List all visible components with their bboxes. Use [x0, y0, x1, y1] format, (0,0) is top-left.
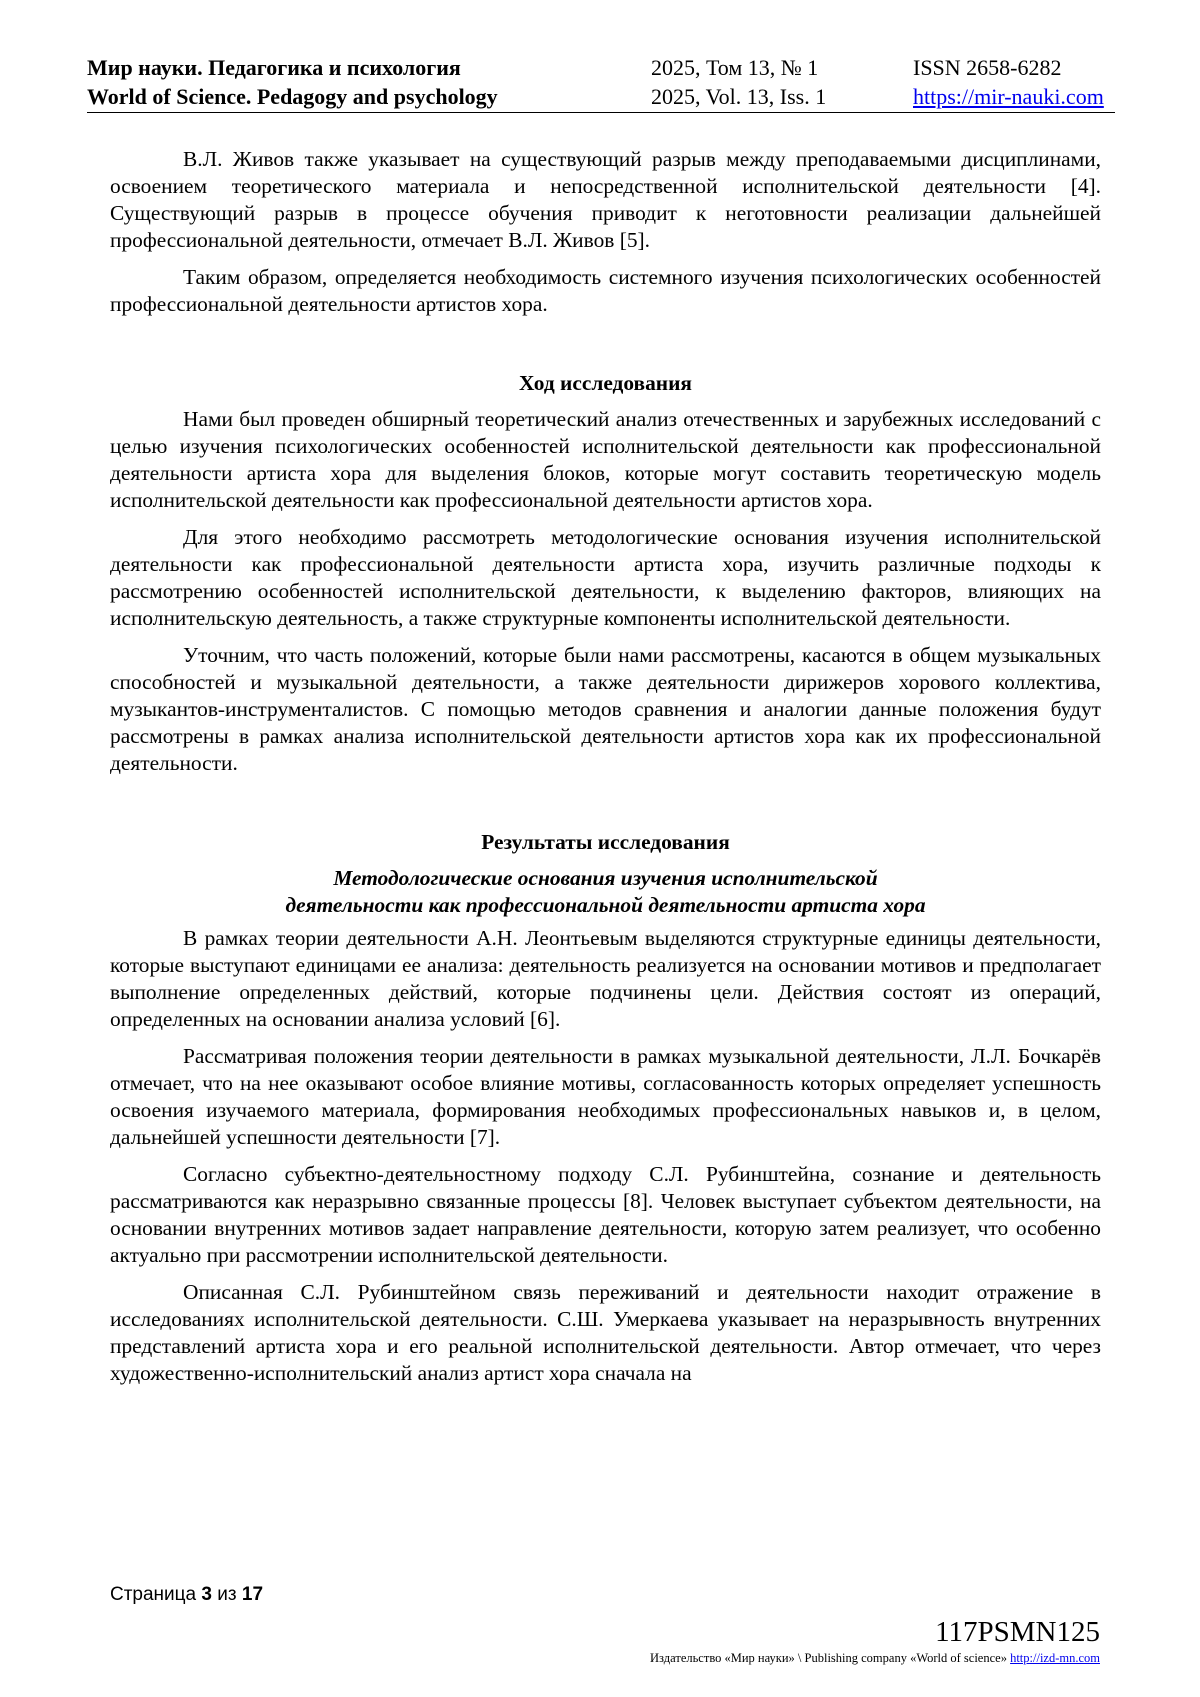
paragraph: Для этого необходимо рассмотреть методологические основания изучения исполнительской деятельности как профессиональной деятельности артиста хора, изучить различные подходы к рассмотрению особенностей исполнительской деятельности, к выделению факторов, влияющих на исполнительскую деятельность, а также структурные компоненты исполнительской деятельности.: [110, 525, 1101, 630]
page-total: 17: [241, 1584, 264, 1605]
issn: ISSN 2658-6282: [913, 55, 1062, 80]
journal-url-link[interactable]: https://mir-nauki.com: [913, 84, 1104, 109]
issue-info-ru: 2025, Том 13, № 1: [651, 55, 819, 80]
subsection-heading: [110, 865, 1101, 919]
paragraph: Таким образом, определяется необходимость системного изучения психологических особенностей профессиональной деятельности артистов хора.: [110, 265, 1101, 316]
paragraph: Согласно субъектно-деятельностному подходу С.Л. Рубинштейна, сознание и деятельность рассматриваются как неразрывно связанные процессы [8]. Человек выступает субъектом деятельности, на основании внутренних мотивов задает направление деятельности, которую затем реализует, что особенно актуально при рассмотрении исполнительской деятельности.: [110, 1162, 1101, 1267]
article-code: 117PSMN125: [935, 1616, 1100, 1648]
paragraph: Описанная С.Л. Рубинштейном связь переживаний и деятельности находит отражение в исследованиях исполнительской деятельности. С.Ш. Умеркаева указывает на неразрывность внутренних представлений артиста хора и его реальной исполнительской деятельности. Автор отмечает, что через художественно-исполнительский анализ артист хора сначала на: [110, 1280, 1101, 1385]
subsection-heading-line: Методологические основания изучения исполнительской: [333, 866, 878, 890]
paragraph: В.Л. Живов также указывает на существующий разрыв между преподаваемыми дисциплинами, освоением теоретического материала и непосредственной исполнительской деятельности [4]. Существующий разрыв в процессе обучения приводит к неготовности реализации дальнейшей профессиональной деятельности, отмечает В.Л. Живов [5].: [110, 147, 1101, 252]
page-header: [87, 50, 1115, 113]
publisher-line: [650, 1651, 1100, 1666]
page-label: Страница: [110, 1584, 197, 1605]
journal-title-en: World of Science. Pedagogy and psychology: [87, 84, 498, 109]
article-body: [110, 146, 1101, 1397]
page-of: из: [217, 1584, 237, 1605]
page-number: [110, 1584, 263, 1606]
paragraph: Рассматривая положения теории деятельности в рамках музыкальной деятельности, Л.Л. Бочкарёв отмечает, что на нее оказывают особое влияние мотивы, согласованность которых определяет успешность освоения изучаемого материала, формирования необходимых профессиональных навыков и, в целом, дальнейшей успешности деятельности [7].: [110, 1044, 1101, 1149]
issue-info: [651, 53, 826, 111]
paragraph: Уточним, что часть положений, которые были нами рассмотрены, касаются в общем музыкальных способностей и музыкальной деятельности, а также деятельности дирижеров хорового коллектива, музыкантов-инструменталистов. С помощью методов сравнения и аналогии данные положения будут рассмотрены в рамках анализа исполнительской деятельности артистов хора как их профессиональной деятельности.: [110, 643, 1101, 775]
journal-title-ru: Мир науки. Педагогика и психология: [87, 55, 461, 80]
publisher-link[interactable]: http://izd-mn.com: [1010, 1651, 1100, 1665]
section-heading: Результаты исследования: [481, 830, 730, 854]
publisher-text: Издательство «Мир науки» \ Publishing company «World of science»: [650, 1651, 1007, 1665]
paragraph: Нами был проведен обширный теоретический анализ отечественных и зарубежных исследований с целью изучения психологических особенностей исполнительской деятельности как профессиональной деятельности артиста хора для выделения блоков, которые могут составить теоретическую модель исполнительской деятельности как профессиональной деятельности артистов хора.: [110, 407, 1101, 512]
issue-info-en: 2025, Vol. 13, Iss. 1: [651, 84, 827, 109]
section-heading: Ход исследования: [518, 371, 692, 395]
paragraph: В рамках теории деятельности А.Н. Леонтьевым выделяются структурные единицы деятельности, которые выступают единицами ее анализа: деятельность реализуется на основании мотивов и предполагает выполнение определенных действий, которые подчинены цели. Действия состоят из операций, определенных на основании анализа условий [6].: [110, 926, 1101, 1031]
issn-block: [913, 53, 1104, 111]
subsection-heading-line: деятельности как профессиональной деятельности артиста хора: [285, 893, 926, 917]
journal-title: [87, 53, 498, 111]
page-current: 3: [201, 1584, 212, 1605]
